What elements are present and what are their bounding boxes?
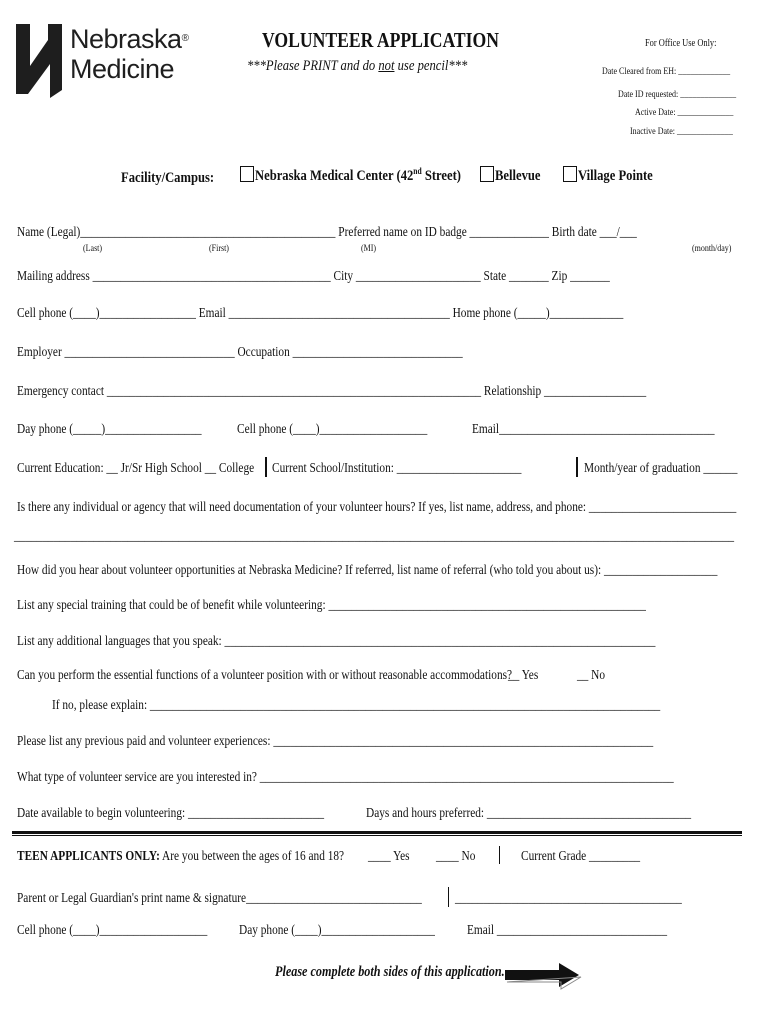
essential-no-option[interactable]: __ No bbox=[577, 667, 606, 682]
logo-line2: Medicine bbox=[70, 54, 175, 84]
documentation-line[interactable]: _______________________________________________________________________________________________________________________________ bbox=[14, 528, 735, 543]
logo-line1: Nebraska bbox=[70, 24, 182, 54]
divider bbox=[499, 846, 500, 864]
nebraska-medicine-logo bbox=[14, 20, 189, 102]
section-divider bbox=[12, 831, 742, 834]
graduation-date-field[interactable]: Month/year of graduation ______ bbox=[584, 460, 738, 475]
inactive-date-field[interactable]: Inactive Date: ______________ bbox=[630, 127, 733, 137]
facility-option-nmc[interactable]: Nebraska Medical Center (42nd Street) bbox=[240, 166, 500, 185]
divider bbox=[576, 457, 578, 477]
teen-question: TEEN APPLICANTS ONLY: Are you between the ages of 16 and 18? bbox=[17, 848, 345, 863]
mailing-row[interactable]: Mailing address __________________________________________ City ______________________ State _______ Zip _______ bbox=[17, 268, 610, 283]
name-row[interactable]: Name (Legal)_____________________________________________ Preferred name on ID badge ______________ Birth date ___/___ bbox=[17, 224, 637, 239]
birthdate-caption: (month/day) bbox=[692, 244, 732, 254]
name-mi-caption: (MI) bbox=[361, 244, 377, 254]
emergency-day-phone[interactable]: Day phone (_____)_________________ bbox=[17, 421, 202, 436]
documentation-question[interactable]: Is there any individual or agency that will need documentation of your volunteer hours? If yes, list name, address, and phone: __________________________ bbox=[17, 499, 737, 514]
essential-functions-question: Can you perform the essential functions of a volunteer position with or without reasonable accommodations? bbox=[17, 667, 513, 682]
checkbox-nmc[interactable] bbox=[240, 166, 254, 182]
heard-about-question[interactable]: How did you hear about volunteer opportunities at Nebraska Medicine? If referred, list name of referral (who told you about us): ____________________ bbox=[17, 562, 718, 577]
complete-both-sides-note: Please complete both sides of this application. bbox=[275, 964, 505, 980]
current-school-field[interactable]: Current School/Institution: ______________________ bbox=[272, 460, 522, 475]
checkbox-bellevue[interactable] bbox=[480, 166, 494, 182]
name-first-caption: (First) bbox=[209, 244, 229, 254]
facility-option-village-pointe[interactable]: Village Pointe bbox=[563, 166, 667, 185]
logo-registered: ® bbox=[181, 33, 189, 44]
guardian-name-field[interactable]: Parent or Legal Guardian's print name & signature_______________________________ bbox=[17, 890, 422, 905]
employer-row[interactable]: Employer ______________________________ Occupation ______________________________ bbox=[17, 344, 463, 359]
current-grade-field[interactable]: Current Grade _________ bbox=[521, 848, 641, 863]
service-interest-question[interactable]: What type of volunteer service are you interested in? _________________________________________________________________________ bbox=[17, 769, 674, 784]
name-last-caption: (Last) bbox=[83, 244, 103, 254]
page-title: VOLUNTEER APPLICATION bbox=[262, 28, 500, 52]
print-instructions: ***Please PRINT and do not use pencil*** bbox=[247, 58, 468, 74]
date-cleared-field[interactable]: Date Cleared from EH: _____________ bbox=[602, 67, 731, 77]
days-hours-field[interactable]: Days and hours preferred: ____________________________________ bbox=[366, 805, 692, 820]
guardian-cell-phone[interactable]: Cell phone (____)___________________ bbox=[17, 922, 208, 937]
checkbox-village-pointe[interactable] bbox=[563, 166, 577, 182]
date-available-field[interactable]: Date available to begin volunteering: ________________________ bbox=[17, 805, 325, 820]
emergency-cell-phone[interactable]: Cell phone (____)___________________ bbox=[237, 421, 428, 436]
special-training-question[interactable]: List any special training that could be of benefit while volunteering: ________________________________________________________ bbox=[17, 597, 646, 612]
languages-question[interactable]: List any additional languages that you speak: ____________________________________________________________________________ bbox=[17, 633, 656, 648]
facility-label: Facility/Campus: bbox=[121, 170, 215, 186]
guardian-day-phone[interactable]: Day phone (____)____________________ bbox=[239, 922, 435, 937]
divider bbox=[265, 457, 267, 477]
phones-row[interactable]: Cell phone (____)_________________ Email _______________________________________ Home phone (_____)_____________ bbox=[17, 305, 624, 320]
logo-mark-icon bbox=[14, 20, 66, 100]
education-level[interactable]: Current Education: __ Jr/Sr High School __ College bbox=[17, 460, 255, 475]
emergency-contact-row[interactable]: Emergency contact __________________________________________________________________ Relationship __________________ bbox=[17, 383, 647, 398]
office-use-heading: For Office Use Only: bbox=[645, 38, 717, 49]
guardian-signature-field[interactable]: ________________________________________ bbox=[455, 890, 682, 905]
active-date-field[interactable]: Active Date: ______________ bbox=[635, 108, 734, 118]
teen-no-option[interactable]: ____ No bbox=[436, 848, 476, 863]
arrow-right-icon bbox=[503, 961, 583, 991]
facility-option-bellevue[interactable]: Bellevue bbox=[480, 166, 549, 185]
explain-field[interactable]: If no, please explain: __________________________________________________________________________________________ bbox=[52, 697, 661, 712]
section-divider-thin bbox=[12, 835, 742, 836]
teen-yes-option[interactable]: ____ Yes bbox=[368, 848, 410, 863]
divider bbox=[448, 887, 449, 907]
emergency-email[interactable]: Email______________________________________ bbox=[472, 421, 715, 436]
guardian-email[interactable]: Email ______________________________ bbox=[467, 922, 668, 937]
date-id-field[interactable]: Date ID requested: ______________ bbox=[618, 90, 737, 100]
essential-yes-option[interactable]: __ Yes bbox=[508, 667, 539, 682]
experiences-question[interactable]: Please list any previous paid and volunteer experiences: ___________________________________________________________________ bbox=[17, 733, 654, 748]
